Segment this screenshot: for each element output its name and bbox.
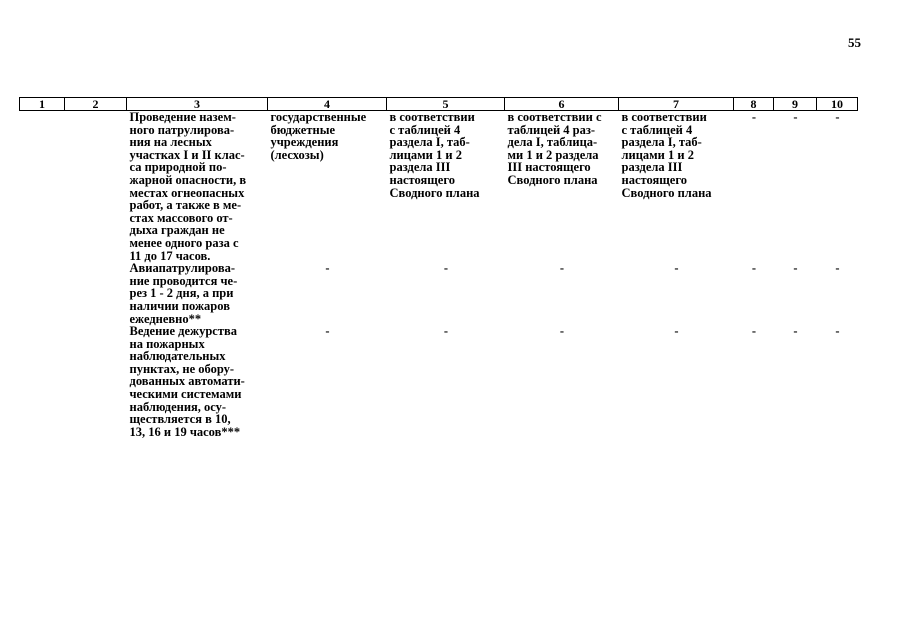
cell-col9: - [793, 110, 798, 124]
cell-col1 [20, 111, 65, 263]
table-row [20, 111, 858, 263]
header-row [20, 98, 858, 111]
cell-activity: Ведение дежурства на пожарных наблюдательных пунктах, не обору- дованных автомати- ческими системами наблюдения, осу- ществляется в 10, 13, 16 и 19 часов*** [129, 324, 245, 439]
cell-col5: - [443, 261, 449, 276]
cell-col1 [20, 325, 65, 438]
cell-col7: - [674, 324, 679, 339]
cell-activity: Проведение назем- ного патрулирова- ния на лесных участках I и II клас- са природной по- жарной опасности, в местах огнеопасных работ, а также в ме- стах массового от- дыха граждан не менее одного раза с 11 до 17 часов. [129, 110, 247, 263]
table-row [20, 325, 858, 438]
cell-activity: Авиапатрулирова- ние проводится че- рез 1 - 2 дня, а при наличии пожаров ежедневно** [129, 261, 238, 326]
header-cell-9: 9 [774, 98, 817, 111]
header-cell-6: 6 [505, 98, 619, 111]
header-cell-8: 8 [734, 98, 774, 111]
cell-col10: - [835, 261, 840, 276]
cell-col2 [65, 262, 127, 325]
cell-col5: - [443, 324, 449, 339]
header-cell-5: 5 [387, 98, 505, 111]
header-cell-3: 3 [127, 98, 268, 111]
header-cell-4: 4 [268, 98, 387, 111]
plan-table [19, 97, 858, 438]
cell-col8: - [751, 261, 757, 276]
cell-col9: - [793, 261, 798, 276]
page-number: 55 [848, 35, 861, 50]
cell-col7: в соответствии с таблицей 4 раздела I, таб- лицами 1 и 2 раздела III настоящего Сводного плана [621, 110, 712, 200]
cell-col2 [65, 111, 127, 263]
header-cell-10: 10 [817, 98, 858, 111]
cell-executor: - [325, 324, 330, 339]
cell-executor: государственные бюджетные учреждения (лесхозы) [270, 110, 367, 162]
cell-col5: в соответствии с таблицей 4 раздела I, таб- лицами 1 и 2 раздела III настоящего Сводного плана [389, 110, 480, 200]
table-row [20, 262, 858, 325]
cell-executor: - [325, 261, 330, 276]
cell-col8: - [751, 110, 757, 124]
header-cell-1: 1 [20, 98, 65, 111]
cell-col10: - [835, 324, 840, 339]
cell-col6: в соответствии с таблицей 4 раз- дела I, таблица- ми 1 и 2 раздела III настоящего Сводного плана [507, 110, 602, 187]
cell-col9: - [793, 324, 798, 339]
header-cell-7: 7 [619, 98, 734, 111]
cell-col7: - [674, 261, 679, 276]
cell-col1 [20, 262, 65, 325]
cell-col6: - [559, 261, 565, 276]
cell-col8: - [751, 324, 757, 339]
cell-col6: - [559, 324, 565, 339]
header-cell-2: 2 [65, 98, 127, 111]
cell-col10: - [835, 110, 840, 124]
cell-col2 [65, 325, 127, 438]
